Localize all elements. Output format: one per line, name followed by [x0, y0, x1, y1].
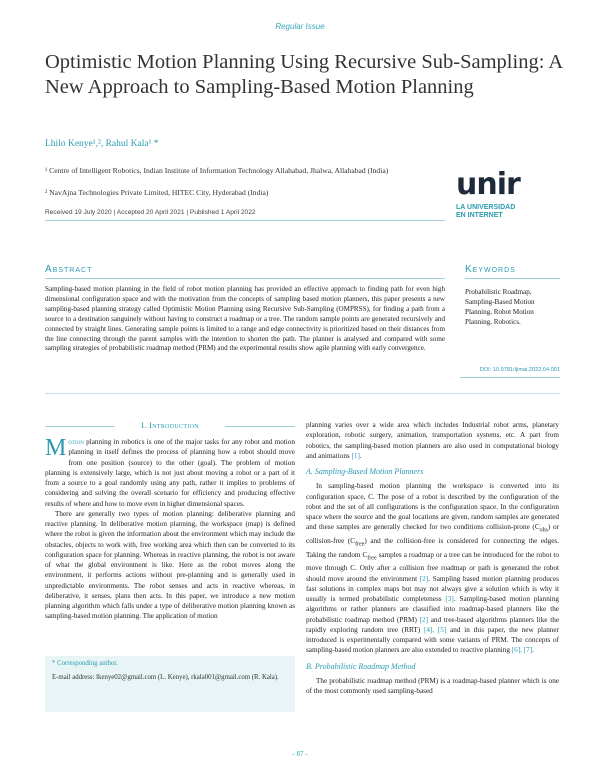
publication-dates: Received 19 July 2020 | Accepted 20 April 2021 | Published 1 April 2022: [45, 209, 256, 216]
corresponding-author-heading: * Corresponding author.: [52, 660, 118, 667]
pa-text-f: . Sampling-based motion planning algorithms or rather planners are classified into roadmap-based planners like the probabilistic roadmap method (PRM): [306, 595, 559, 624]
subsection-a-heading: A. Sampling-Based Motion Planners: [306, 467, 424, 476]
subsection-a-paragraph: [306, 481, 559, 655]
corresponding-author-email: E-mail address: lkenye02@gmail.com (L. Kenye), rkala001@gmail.com (R. Kala).: [52, 674, 279, 681]
pa-text-c: ) and the collision-free is considered for connecting the edges. Taking the random C: [306, 536, 559, 559]
lead-word: otion: [68, 438, 84, 446]
page-number: - 87 -: [292, 750, 308, 758]
logo-line-2: EN INTERNET: [456, 212, 503, 219]
citation-3[interactable]: [3]: [445, 595, 454, 604]
introduction-heading: I. Introduction: [141, 420, 199, 430]
doi-link[interactable]: DOI: 10.9781/ijimai.2022.04.001: [479, 367, 560, 373]
intro-rule-right: [225, 426, 295, 427]
intro-paragraph-2: There are generally two types of motion planning: deliberative planning and reactive planning. In deliberative motion planning, the workspace (map) is defined where the robot is given the information about the environment which may include the obstacles, objects to work with, free working area which then can be converted to its configuration space for planning. Whereas in reactive planning, the robot is not aware of what the global environment is like. Here as the robot moves along the environment, it performs actions without pre-planning and is generally used in unpredictable environments. The robot senses and acts in reactive whereas, in deliberative, it senses, plans then acts. In this paper, we introduce a new motion planning algorithm which falls under a type of deliberative motion planning known as sampling-based motion planning. The application of motion: [45, 509, 295, 621]
pa-text-b: ) or collision-free (C: [306, 523, 559, 545]
citation-1[interactable]: [1]: [351, 451, 360, 460]
logo-line-1: LA UNIVERSIDAD: [456, 204, 516, 211]
drop-cap: M: [45, 435, 67, 461]
abstract-divider: [45, 278, 445, 279]
right-column: [306, 420, 559, 696]
pa-text-e: . Sampling based motion planning produces fast solutions in complex maps but may not always give a solution which is why it usually is termed probabilistic completeness: [306, 574, 559, 604]
subsection-b-paragraph: The probabilistic roadmap method (PRM) is a roadmap-based planner which is one of the most commonly used sampling-based: [306, 676, 559, 696]
paper-title: Optimistic Motion Planning Using Recursive Sub-Sampling: A New Approach to Sampling-Based Motion Planning: [45, 51, 563, 98]
pa-text-h: and in this paper, the new planner introduced is experimentally compared with some variants of PRM. The concepts of sampling-based motion planners are also extended to reactive planning: [306, 625, 559, 655]
pa-text-d: samples a roadmap or a tree can be introduced for the robot to move through C. Only after a collision free roadmap or path is generated the robot should move around the environment: [306, 550, 559, 583]
abstract-text: Sampling-based motion planning in the field of robot motion planning has provided an effective approach to finding path for even high dimensional configuration space and with the motivation from the concepts of sampling based motion planners, this paper presents a new sampling-based planning strategy called Optimistic Motion Planning using Recursive Sub-Sampling (OMPRSS), for finding a path from a source to a destination sanguinely without having to construct a roadmap or a tree. The random sample points are generated recursively and connected by straight lines. Generating sample points is limited to a range and edge connectivity is prioritized based on their distances from the line connecting through the parent samples with the intention to shorten the path. The planner is analysed and compared with some sampling strategies of probabilistic roadmap method (PRM) and the experimental results show agile planning with early convergence.: [45, 285, 445, 353]
intro-p1-text: planning in robotics is one of the major tasks for any robot and motion planning in itself defines the process of planning how a robot should move from one position (source) to the other (goal). The problem of motion planning is extensively large, which is not just about moving a robot or a part of it from a source to a goal randomly using any path, rather it implies to problems of considering and solving the overall scenario for efficiency and producing effective results of where and how to move even in higher dimensional spaces.: [45, 438, 295, 508]
pa-text-g: and tree-based algorithms planners like the rapidly exploring random tree (RRT): [306, 615, 560, 634]
intro-paragraph-3: [306, 420, 559, 461]
pa-text-a: In sampling-based motion planning the workspace is converted into its configuration space, C. The pose of a robot is described by the configuration of the robot and the set of all configurations is the configuration space. In the configuration space where the source and the goal locations are given, random samples are generated and these samples are generally checked for two conditions collision-prone (C: [306, 482, 559, 532]
doi-divider: [460, 377, 560, 378]
keywords-divider: [465, 278, 560, 279]
header-divider: [45, 220, 445, 221]
subscript-obs: obs: [539, 527, 548, 534]
abstract-heading: Abstract: [45, 264, 93, 275]
p0-end: .: [359, 451, 362, 460]
subscript-free: free: [355, 541, 365, 548]
citation-4-5[interactable]: [4], [5]: [423, 625, 447, 634]
pa-text-i: .: [532, 646, 534, 655]
subsection-b-heading: B. Probabilistic Roadmap Method: [306, 661, 416, 671]
left-column: [45, 437, 295, 622]
authors: Lhilo Kenye¹,², Rahul Kala¹ *: [45, 139, 159, 149]
p0-text: planning varies over a wide area which includes Industrial robot arms, planetary exploration, robotic surgery, animation, transportation systems, etc. A part from robotics, the sampling-based motion planners are also used in computational biology and animations: [306, 421, 559, 460]
citation-2b[interactable]: [2]: [419, 615, 428, 624]
unir-logo: [456, 167, 556, 220]
subscript-free-2: free: [367, 555, 377, 562]
logo-wordmark: unir: [456, 167, 520, 202]
section-divider: [45, 393, 560, 394]
affiliation-1: ¹ Centre of Intelligent Robotics, Indian Institute of Information Technology Allahabad, Jhalwa, Allahabad (India): [45, 166, 389, 175]
issue-label: Regular Issue: [275, 22, 325, 31]
affiliation-2: ² NavAjna Technologies Private Limited, HITEC City, Hyderabad (India): [45, 188, 269, 197]
keywords-text: Probabilistic Roadmap, Sampling-Based Motion Planning, Robot Motion Planning, Robotics.: [465, 288, 535, 326]
citation-2[interactable]: [2]: [419, 574, 429, 583]
intro-paragraph-1: [45, 437, 295, 509]
keywords-heading: Keywords: [465, 264, 516, 275]
citation-6-7[interactable]: [6], [7]: [511, 646, 533, 655]
logo-subtitle: [456, 204, 556, 220]
